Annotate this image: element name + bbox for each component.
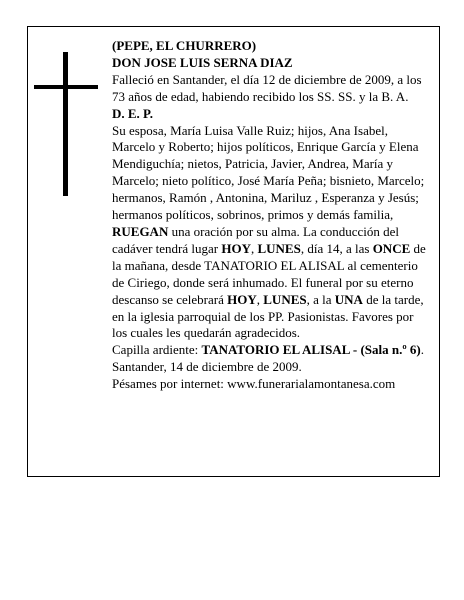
nickname: (PEPE, EL CHURRERO)	[112, 38, 257, 53]
pesames-line: Pésames por internet: www.funerarialamontanesa.com	[112, 376, 396, 392]
cross-icon-vertical-bar	[63, 52, 68, 196]
deceased-name: DON JOSE LUIS SERNA DIAZ	[112, 54, 293, 70]
dep-label: D. E. P.	[112, 105, 154, 121]
date-line: Santander, 14 de diciembre de 2009.	[112, 359, 302, 375]
hoy-word: HOY	[221, 240, 251, 256]
lunes-word: LUNES	[263, 291, 307, 307]
ceremony-text-4: , a la	[306, 291, 335, 307]
ceremony-text-3: de la mañana, desde TANATORIO EL ALISAL al cementerio de Ciriego, donde será inhumado. El funeral por su eterno descanso se celebrará	[112, 240, 426, 307]
once-word: ONCE	[372, 240, 411, 256]
obituary-text	[112, 38, 426, 393]
lunes-word: LUNES	[257, 240, 301, 256]
ceremony-text-5: de la tarde, en la iglesia parroquial de los PP. Pasionistas. Favores por los cuales les quedarán agradecidos.	[112, 291, 424, 341]
ceremony-paragraph	[112, 224, 426, 342]
capilla-label: Capilla ardiente:	[112, 342, 202, 358]
separator: ,	[250, 240, 258, 256]
hoy-word: HOY	[227, 291, 257, 307]
ceremony-text-1: una oración por su alma. La conducción del cadáver tendrá lugar	[112, 223, 400, 256]
ruegan-word: RUEGAN	[112, 223, 169, 239]
separator: ,	[256, 291, 264, 307]
una-word: UNA	[334, 291, 363, 307]
capilla-end: .	[420, 342, 424, 358]
capilla-value: TANATORIO EL ALISAL - (Sala n.º 6)	[201, 342, 421, 358]
capilla-line	[112, 342, 426, 359]
family-text: Su esposa, María Luisa Valle Ruiz; hijos, Ana Isabel, Marcelo y Roberto; hijos políticos, Enrique García y Elena Mendiguchía; nietos, Patricia, Javier, Andrea, María y Marcelo; nieto político, José María Peña; bisnieto, Marcelo; hermanos, Ramón , Antonina, Mariluz , Esperanza y Jesús; hermanos políticos, sobrinos, primos y demás familia,	[112, 122, 425, 223]
cross-icon-horizontal-bar	[34, 85, 98, 89]
death-text: Falleció en Santander, el día 12 de diciembre de 2009, a los 73 años de edad, habiendo recibido los SS. SS. y la B. A.	[112, 71, 422, 104]
ceremony-text-2: , día 14, a las	[300, 240, 373, 256]
